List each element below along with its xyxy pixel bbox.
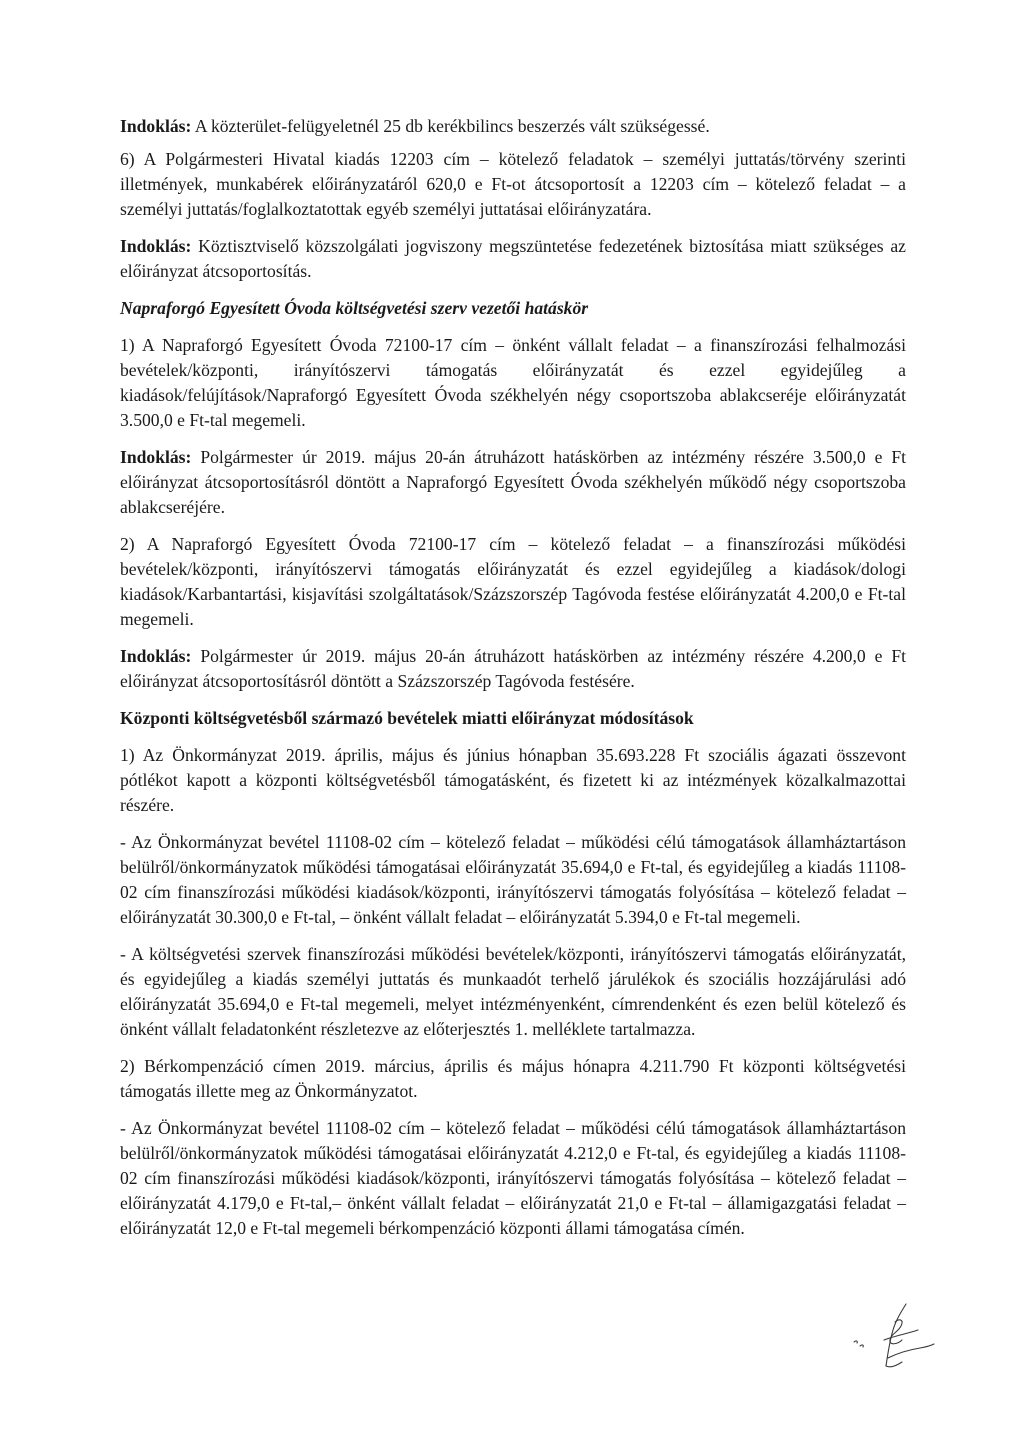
paragraph-text: Polgármester úr 2019. május 20-án átruházott hatáskörben az intézmény részére 3.500,0 e Ft előirányzat átcsoportosításról döntött a Napraforgó Egyesített Óvoda székhelyén működő négy csoportszoba ablakcseréjére. xyxy=(120,447,906,517)
paragraph-central-bullet-3: - Az Önkormányzat bevétel 11108-02 cím – kötelező feladat – működési célú támogatások államháztartáson belülről/önkormányzatok működési támogatásai előirányzatát 4.212,0 e Ft-tal, és egyidejűleg a kiadás 11108-02 cím finanszírozási működési kiadások/központi, irányítószervi támogatás folyósítása – kötelező feladat – előirányzatát 4.179,0 e Ft-tal,– önként vállalt feladat – előirányzatát 21,0 e Ft-tal – államigazgatási feladat – előirányzatát 12,0 e Ft-tal megemeli bérkompenzáció központi állami támogatása címén. xyxy=(120,1118,906,1238)
paragraph-central-bullet-2: - A költségvetési szervek finanszírozási működési bevételek/központi, irányítószervi támogatás előirányzatát, és egyidejűleg a kiadás személyi juttatás és munkaadót terhelő járulékok és szociális hozzájárulási adó előirányzatát 35.694,0 e Ft-tal megemeli, melyet intézményenként, címrendenként és ezen belül kötelező és önként vállalt feladatonként részletezve az előterjesztés 1. melléklete tartalmazza. xyxy=(120,944,906,1039)
paragraph-item-6: 6) A Polgármesteri Hivatal kiadás 12203 cím – kötelező feladatok – személyi juttatás/törvény szerinti illetmények, munkabérek előirányzatáról 620,0 e Ft-ot átcsoportosít a 12203 cím – kötelező feladat – a személyi juttatás/foglalkoztatottak egyéb személyi juttatásai előirányzatára. xyxy=(120,149,906,219)
justification-label: Indoklás: xyxy=(120,646,192,666)
paragraph-justification-2 xyxy=(120,234,906,284)
paragraph-napraforgo-item-1: 1) A Napraforgó Egyesített Óvoda 72100-17 cím – önként vállalt feladat – a finanszírozási felhalmozási bevételek/központi, irányítószervi támogatás előirányzatát és ezzel egyidejűleg a kiadások/felújítások/Napraforgó Egyesített Óvoda székhelyén négy csoportszoba ablakcseréje előirányzatát 3.500,0 e Ft-tal megemeli. xyxy=(120,335,906,430)
paragraph-justification-1 xyxy=(120,114,906,139)
paragraph-central-bullet-1: - Az Önkormányzat bevétel 11108-02 cím – kötelező feladat – működési célú támogatások államháztartáson belülről/önkormányzatok működési támogatásai előirányzatát 35.694,0 e Ft-tal, és egyidejűleg a kiadás 11108-02 cím finanszírozási működési kiadások/központi, irányítószervi támogatás folyósítása – kötelező feladat – előirányzatát 30.300,0 e Ft-tal, – önként vállalt feladat – előirányzatát 5.394,0 e Ft-tal megemeli. xyxy=(120,832,906,927)
paragraph-text: Polgármester úr 2019. május 20-án átruházott hatáskörben az intézmény részére 4.200,0 e Ft előirányzat átcsoportosításról döntött a Százszorszép Tagóvoda festésére. xyxy=(120,646,906,691)
paragraph-napraforgo-item-2: 2) A Napraforgó Egyesített Óvoda 72100-17 cím – kötelező feladat – a finanszírozási működési bevételek/központi, irányítószervi támogatás előirányzatát és ezzel egyidejűleg a kiadások/dologi kiadások/Karbantartási, kisjavítási szolgáltatások/Százszorszép Tagóvoda festése előirányzatát 4.200,0 e Ft-tal megemeli. xyxy=(120,534,906,629)
justification-label: Indoklás: xyxy=(120,236,192,256)
paragraph-central-item-2: 2) Bérkompenzáció címen 2019. március, április és május hónapra 4.211.790 Ft központi költségvetési támogatás illette meg az Önkormányzatot. xyxy=(120,1056,906,1101)
handwritten-signature xyxy=(846,1300,936,1380)
paragraph-central-item-1: 1) Az Önkormányzat 2019. április, május és június hónapban 35.693.228 Ft szociális ágazati összevont pótlékot kapott a központi költségvetésből támogatásként, és fizetett ki az intézmények közalkalmazottai részére. xyxy=(120,745,906,815)
section-heading-napraforgo: Napraforgó Egyesített Óvoda költségvetési szerv vezetői hatáskör xyxy=(120,298,589,318)
paragraph-text: A közterület-felügyeletnél 25 db kerékbilincs beszerzés vált szükségessé. xyxy=(191,116,710,136)
paragraph-justification-4 xyxy=(120,644,906,694)
document-page xyxy=(120,114,906,1253)
paragraph-justification-3 xyxy=(120,445,906,520)
paragraph-text: Köztisztviselő közszolgálati jogviszony megszüntetése fedezetének biztosítása miatt szükséges az előirányzat átcsoportosítás. xyxy=(120,236,906,281)
justification-label: Indoklás: xyxy=(120,447,192,467)
justification-label: Indoklás: xyxy=(120,116,192,136)
section-heading-central-budget: Központi költségvetésből származó bevételek miatti előirányzat módosítások xyxy=(120,708,694,728)
